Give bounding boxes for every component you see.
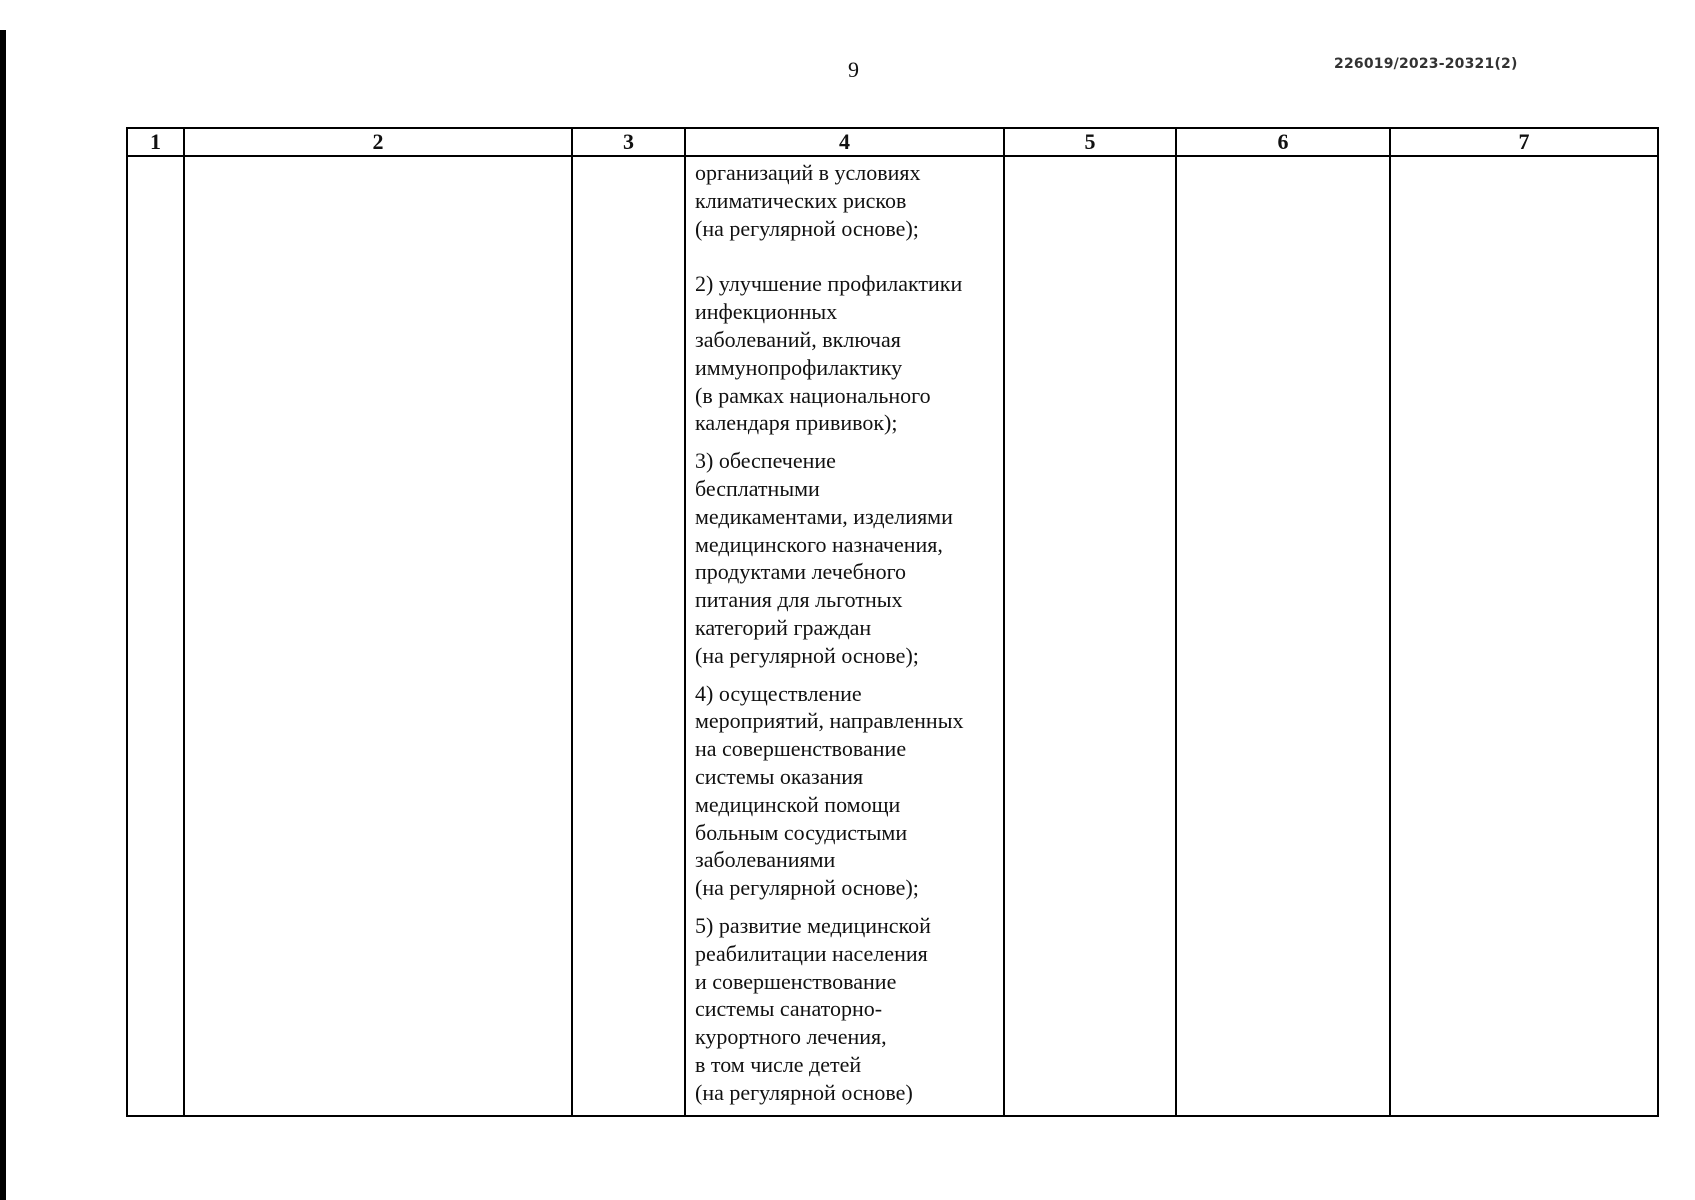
table-row	[127, 156, 1658, 1116]
main-table	[126, 127, 1659, 1117]
cell-col-1	[127, 156, 184, 1116]
column-header-3: 3	[572, 128, 685, 156]
list-item: 3) обеспечение бесплатными медикаментами, изделиями медицинского назначения, продуктами лечебного питания для льготных категорий граждан (на регулярной основе);	[695, 448, 953, 668]
cell-col-2	[184, 156, 572, 1116]
column-header-7: 7	[1390, 128, 1658, 156]
document-code: 226019/2023-20321(2)	[1334, 56, 1518, 72]
cell-col-7	[1390, 156, 1658, 1116]
scan-edge	[0, 30, 6, 1200]
cell-col-6	[1176, 156, 1390, 1116]
column-header-1: 1	[127, 128, 184, 156]
column-header-6: 6	[1176, 128, 1390, 156]
cell-col-3	[572, 156, 685, 1116]
column-header-2: 2	[184, 128, 572, 156]
list-item: 4) осуществление мероприятий, направленных на совершенствование системы оказания медицинской помощи больным сосудистыми заболеваниями (на регулярной основе);	[695, 680, 964, 901]
page-number: 9	[848, 57, 859, 82]
column-header-5: 5	[1004, 128, 1176, 156]
cell-col-4	[685, 156, 1004, 1116]
list-item: 2) улучшение профилактики инфекционных заболеваний, включая иммунопрофилактику (в рамках национального календаря прививок);	[695, 271, 963, 436]
list-item: 5) развитие медицинской реабилитации населения и совершенствование системы санаторно- курортного лечения, в том числе детей (на регулярной основе)	[695, 912, 931, 1105]
cell-col-5	[1004, 156, 1176, 1116]
list-item: организаций в условиях климатических рисков (на регулярной основе);	[695, 160, 921, 241]
header-row	[127, 128, 1658, 156]
column-header-4: 4	[685, 128, 1004, 156]
